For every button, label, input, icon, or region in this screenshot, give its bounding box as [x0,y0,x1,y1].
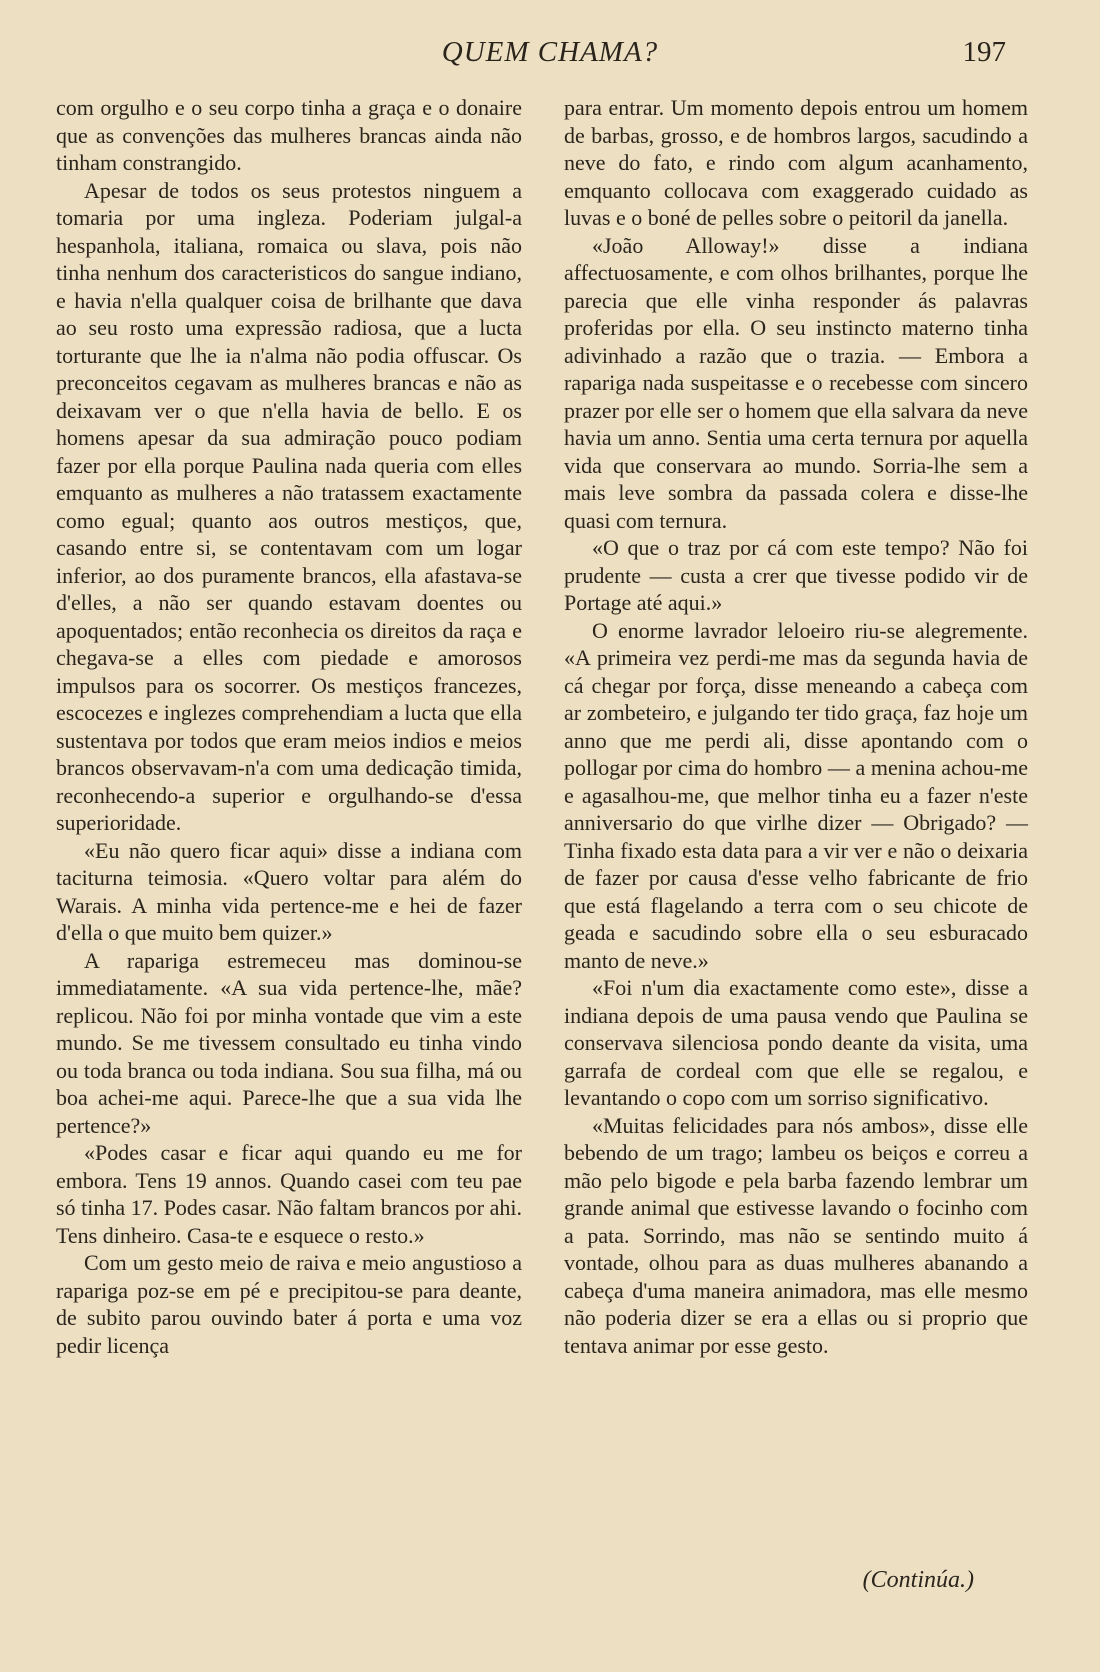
paragraph: O enorme lavrador leloeiro riu-se alegremente. «A primeira vez perdi-me mas da segunda havia de cá chegar por força, disse meneando a cabeça com ar zombeteiro, e julgando ter tido graça, faz hoje um anno que me perdi ali, disse apontando com o pollogar por cima do hombro — a menina achou-me e agasalhou-me, que melhor tinha eu a fazer n'este anniversario do que virlhe dizer — Obrigado? — Tinha fixado esta data para a vir ver e não o deixaria de fazer por causa d'esse velho fabricante de frio que está flagelando a terra com o seu chicote de geada e sacudindo sobre ella o seu esburacado manto de neve.» [564,617,1028,973]
left-column [56,94,522,1359]
paragraph: «Foi n'um dia exactamente como este», disse a indiana depois de uma pausa vendo que Paulina se conservava silenciosa pondo deante da visita, uma garrafa de cordeal com que elle se regalou, e levantando o copo com um sorriso significativo. [564,975,1028,1110]
running-title: QUEM CHAMA? [441,36,659,68]
paragraph: «Eu não quero ficar aqui» disse a indiana com taciturna teimosia. «Quero voltar para além do Warais. A minha vida pertence-me e hei de fazer d'ella o que muito bem quizer.» [56,837,522,945]
paragraph: Apesar de todos os seus protestos ninguem a tomaria por uma ingleza. Poderiam julgal-a hespanhola, italiana, romaica ou slava, pois não tinha nenhum dos caracteristicos do sangue indiano, e havia n'ella qualquer coisa de brilhante que dava ao seu rosto uma expressão radiosa, que a lucta torturante que lhe ia n'alma não podia offuscar. Os preconceitos cegavam as mulheres brancas e não as deixavam ver o que n'ella havia de bello. E os homens apesar da sua admiração pouco podiam fazer por ella porque Paulina nada queria com elles emquanto as mulheres a não tratassem exactamente como egual; quanto aos outros mestiços, que, casando entre si, se contentavam com um logar inferior, ao dos puramente brancos, ella afastava-se d'elles, a não ser quando estavam doentes ou apoquentados; então reconhecia os direitos da raça e chegava-se a elles com piedade e amorosos impulsos para os socorrer. Os mestiços francezes, escocezes e inglezes comprehendiam a lucta que ella sustentava por todos que eram meios indios e meios brancos observavam-n'a com uma dedicação timida, reconhecendo-a superior e orgulhando-se d'essa superioridade. [56,177,522,835]
paragraph: para entrar. Um momento depois entrou um homem de barbas, grosso, e de hombros largos, sacudindo a neve do fato, e rindo com algum acanhamento, emquanto collocava com exaggerado cuidado as luvas e o boné de pelles sobre o peitoril da janella. [564,95,1028,230]
paragraph: «João Alloway!» disse a indiana affectuosamente, e com olhos brilhantes, porque lhe parecia que elle vinha responder ás palavras proferidas por ella. O seu instincto materno tinha adivinhado a razão que o trazia. — Embora a rapariga nada suspeitasse e o recebesse com sincero prazer por elle ser o homem que ella salvara da neve havia um anno. Sentia uma certa ternura por aquella vida que conservara ao mundo. Sorria-lhe sem a mais leve sombra da passada colera e disse-lhe quasi com ternura. [564,232,1028,533]
paragraph: «Podes casar e ficar aqui quando eu me for embora. Tens 19 annos. Quando casei com teu pae só tinha 17. Podes casar. Não faltam brancos por ahi. Tens dinheiro. Casa-te e esquece o resto.» [56,1140,522,1248]
paragraph: «Muitas felicidades para nós ambos», disse elle bebendo de um trago; lambeu os beiços e correu a mão pelo bigode e pela barba fazendo lembrar um grande animal que estivesse lavando o focinho com a pata. Sorrindo, mas não se sentindo muito á vontade, olhou para as duas mulheres abanando a cabeça d'uma maneira animadora, mas elle mesmo não poderia dizer se era a ellas ou si proprio que tentava animar por esse gesto. [564,1112,1028,1358]
continued-note: (Continúa.) [862,1567,974,1593]
page-number: 197 [962,36,1006,68]
paragraph: «O que o traz por cá com este tempo? Não foi prudente — custa a crer que tivesse podido vir de Portage até aqui.» [564,535,1028,615]
running-head [0,36,1100,76]
paragraph: A rapariga estremeceu mas dominou-se immediatamente. «A sua vida pertence-lhe, mãe? replicou. Não foi por minha vontade que vim a este mundo. Se me tivessem consultado eu tinha vindo ou toda branca ou toda indiana. Sou sua filha, má ou boa achei-me aqui. Parece-lhe que a sua vida lhe pertence?» [56,947,522,1138]
paragraph: com orgulho e o seu corpo tinha a graça e o donaire que as convenções das mulheres brancas ainda não tinham constrangido. [56,95,522,175]
right-column [564,94,1028,1359]
paragraph: Com um gesto meio de raiva e meio angustioso a rapariga poz-se em pé e precipitou-se para deante, de subito parou ouvindo bater á porta e uma voz pedir licença [56,1250,522,1358]
